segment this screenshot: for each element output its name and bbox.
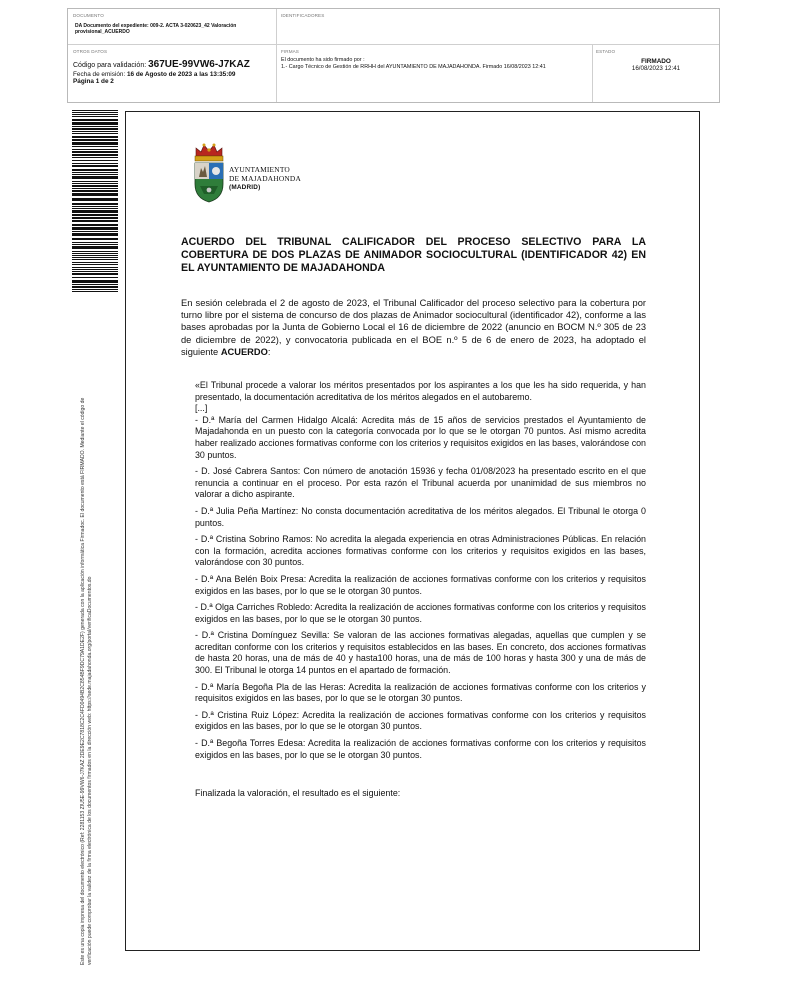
codigo-value[interactable]: 367UE-99VW6-J7KAZ <box>148 59 250 70</box>
identificadores-label: IDENTIFICADORES <box>281 13 325 18</box>
codigo-label: Código para validación: <box>73 62 147 69</box>
barcode-bar <box>72 267 118 268</box>
barcode-bar <box>72 112 118 113</box>
barcode-bar <box>72 154 118 156</box>
barcode-bar <box>72 126 118 127</box>
barcode-bar <box>72 262 118 263</box>
barcode-bar <box>72 163 118 164</box>
candidate-item: - D.ª Olga Carriches Robledo: Acredita la realización de acciones formativas conforme con los criterios y requisitos exigidos en las bases, por lo que se le otorgan 30 puntos. <box>195 602 646 624</box>
barcode-bar <box>72 133 118 134</box>
intro-end: : <box>267 346 271 357</box>
barcode-bar <box>72 181 118 182</box>
barcode-bar <box>72 165 118 167</box>
intro-paragraph <box>181 297 646 358</box>
barcode-bar <box>72 122 118 125</box>
barcode-bar <box>72 114 118 115</box>
quote-opening: «El Tribunal procede a valorar los méritos presentados por los aspirantes a los que les ha sido requerida, y han presentado, la documentación acreditativa de los méritos alegados en el autobaremo. <box>195 380 646 402</box>
candidate-item: - D.ª María Begoña Pla de las Heras: Acredita la realización de acciones formativas conforme con los criterios y requisitos exigidos en las bases, por lo que se le otorgan 30 puntos. <box>195 681 646 704</box>
candidate-item: - D. José Cabrera Santos: Con número de anotación 15936 y fecha 01/08/2023 ha presentado escrito en el que renuncia a continuar en el proceso. Por esta razón el Tribunal acuerda por unanimidad de sus miembros no valorar a dicho aspirante. <box>195 466 646 500</box>
firmas-cell <box>281 49 586 71</box>
barcode-bar <box>72 214 118 216</box>
barcode-bar <box>72 208 118 209</box>
estado-cell <box>596 49 716 72</box>
intro-bold: ACUERDO <box>220 346 268 357</box>
barcode-bar <box>72 193 118 196</box>
barcode-bar <box>72 257 118 258</box>
side-note-line-2: verificación puede comprobar la validez de la firma electrónica de los documentos firmados en la dirección web: https://sede.majadahonda.org/portal/verificaDocumentos.do <box>87 576 93 965</box>
barcode-bar <box>72 169 118 171</box>
barcode-bar <box>72 172 118 173</box>
barcode-bar <box>72 231 118 232</box>
document-metadata-table <box>67 8 720 103</box>
candidate-item: - D.ª Ana Belén Boix Presa: Acredita la realización de acciones formativas conforme con los criterios y requisitos exigidos en las bases, por lo que se le otorgan 30 puntos. <box>195 573 646 596</box>
barcode-bar <box>72 251 118 252</box>
barcode-bar <box>72 284 118 285</box>
estado-label: ESTADO <box>596 49 616 54</box>
documento-cell <box>73 13 273 35</box>
divider <box>276 9 277 102</box>
quote-ellipsis: [...] <box>195 403 208 414</box>
barcode-bar <box>72 176 118 179</box>
barcode-bar <box>72 190 118 192</box>
candidate-item: - D.ª María del Carmen Hidalgo Alcalá: Acredita más de 15 años de servicios prestados el Ayuntamiento de Majadahonda en un puesto con la categoría convocada por lo que se le otorgan 70 puntos. Así mismo acredita haber realizado acciones formativas conforme con los criterios y requisitos exigidos en las bases, valorándose con 30 puntos. <box>195 414 646 460</box>
barcode-bar <box>72 233 118 236</box>
documento-value: DA Documento del expediente: 009-2. ACTA 3-020623_42 Valoración provisional_ACUERDO <box>75 23 237 35</box>
barcode-bar <box>72 128 118 130</box>
barcode-bar <box>72 110 118 111</box>
barcode-bar <box>72 217 118 219</box>
barcode-bar <box>72 277 118 278</box>
barcode-bar <box>72 246 118 249</box>
barcode-bar <box>72 160 118 161</box>
barcode-bar <box>72 269 118 270</box>
barcode-bar <box>72 206 118 207</box>
barcode-bar <box>72 185 118 187</box>
firmas-intro: El documento ha sido firmado por : <box>281 57 365 63</box>
barcode-bar <box>72 289 118 290</box>
identificadores-cell <box>281 13 711 18</box>
divider <box>592 44 593 102</box>
document-title: ACUERDO DEL TRIBUNAL CALIFICADOR DEL PROCESO SELECTIVO PARA LA COBERTURA DE DOS PLAZAS DE ANIMADOR SOCIOCULTURAL (IDENTIFICADOR 42) EN EL AYUNTAMIENTO DE MAJADAHONDA <box>181 236 646 274</box>
barcode-bar <box>72 119 118 121</box>
barcode-bar <box>72 273 118 275</box>
candidate-item: - D.ª Begoña Torres Edesa: Acredita la realización de acciones formativas conforme con los criterios y requisitos exigidos en las bases, por lo que se le otorgan 30 puntos. <box>195 738 646 760</box>
fecha-label: Fecha de emisión: <box>73 71 126 78</box>
barcode-bar <box>72 286 118 288</box>
barcode-bar <box>72 253 118 254</box>
barcode-bar <box>72 244 118 245</box>
barcode-bar <box>72 259 118 260</box>
estado-value: FIRMADO <box>641 58 671 65</box>
barcode-bar <box>72 224 118 226</box>
barcode-image <box>72 110 118 294</box>
side-note-line-1: Este es una copia impresa del documento electrónico (Ref: 2281153 ZIU5E-99VW6-J7KAZ 2DE9E2C7818C2C4FD0494B2C854BF9DC79A1DE2F) generada con la aplicación informática Firmadoc. El documento está FIRMADO. Mediante el código de <box>80 397 86 965</box>
barcode-bar <box>72 188 118 189</box>
barcode-bar <box>72 139 118 141</box>
barcode-bar <box>72 264 118 265</box>
otros-datos-label: OTROS DATOS <box>73 49 108 54</box>
logo-line-3: (MADRID) <box>229 184 261 191</box>
verification-side-note <box>80 305 94 965</box>
barcode-bar <box>72 280 118 283</box>
page-number: Página 1 de 2 <box>73 78 114 85</box>
otros-datos-cell <box>73 49 273 85</box>
barcode-bar <box>72 220 118 222</box>
barcode-bar <box>72 271 118 272</box>
barcode-bar <box>72 238 118 240</box>
fecha-value: 16 de Agosto de 2023 a las 13:35:09 <box>127 71 236 78</box>
barcode-bar <box>72 255 118 256</box>
fecha-emision <box>73 71 273 78</box>
candidate-item: - D.ª Julia Peña Martínez: No consta documentación acreditativa de los méritos alegados. El Tribunal le otorga 0 puntos. <box>195 505 646 528</box>
barcode-bar <box>72 174 118 175</box>
intro-text: En sesión celebrada el 2 de agosto de 2023, el Tribunal Calificador del proceso selectivo para la cobertura por turno libre por el sistema de concurso de dos plazas de Animador sociocultural (identificador 42), conforme a las bases aprobadas por la Junta de Gobierno Local el 16 de diciembre de 2022 (anuncio en BOCM N.º 305 de 23 de diciembre de 2022), y convocatoria publicada en el BOE n.º 5 de 6 de enero de 2023, ha adoptado el siguiente <box>181 298 646 357</box>
barcode-bar <box>72 157 118 158</box>
firmas-item: 1.- Cargo Técnico de Gestión de RRHH del AYUNTAMIENTO DE MAJADAHONDA. Firmado 16/08/2023 12:41 <box>281 64 546 70</box>
candidate-item: - D.ª Cristina Ruiz López: Acredita la realización de acciones formativas conforme con los criterios y requisitos exigidos en las bases, por lo que se le otorgan 30 puntos. <box>195 709 646 732</box>
barcode-bar <box>72 116 118 117</box>
barcode-bar <box>72 136 118 138</box>
codigo-validacion <box>73 59 273 70</box>
barcode-bar <box>72 291 118 292</box>
barcode-bar <box>72 131 118 132</box>
logo-line-1: AYUNTAMIENTO <box>229 165 290 174</box>
barcode-bar <box>72 242 118 243</box>
barcode-bar <box>72 227 118 230</box>
logo-line-2: DE MAJADAHONDA <box>229 174 301 183</box>
organization-logo-text <box>229 165 301 192</box>
firmas-label: FIRMAS <box>281 49 299 54</box>
candidate-item: - D.ª Cristina Domínguez Sevilla: Se valoran de las acciones formativas alegadas, aquellas que cumplen y se acreditan conforme con los criterios y requisitos establecidos en las bases. En concreto, dos acciones formativas de hasta 20 horas, una de más de 40 y hasta100 horas, una de más de 100 horas y hasta 300 y una de más de 300. El Tribunal le otorga 14 puntos en el apartado de formación. <box>195 630 646 676</box>
candidate-item: - D.ª Cristina Sobrino Ramos: No acredita la alegada experiencia en otras Administraciones Públicas. En relación con la formación, acredita acciones formativas conforme con los criterios y requisitos exigidos en las bases, valorándose con 30 puntos. <box>195 534 646 568</box>
barcode-bar <box>72 210 118 213</box>
coat-of-arms-logo <box>192 142 226 204</box>
barcode-bar <box>72 151 118 153</box>
estado-date: 16/08/2023 12:41 <box>631 65 681 72</box>
barcode-bar <box>72 198 118 201</box>
documento-label: DOCUMENTO <box>73 13 104 18</box>
barcode-bar <box>72 203 118 205</box>
barcode-bar <box>72 146 118 147</box>
agreement-quote <box>195 380 646 766</box>
barcode-bar <box>72 149 118 150</box>
final-sentence: Finalizada la valoración, el resultado es el siguiente: <box>195 788 401 798</box>
barcode-bar <box>72 142 118 145</box>
barcode-bar <box>72 183 118 184</box>
divider <box>68 44 719 45</box>
